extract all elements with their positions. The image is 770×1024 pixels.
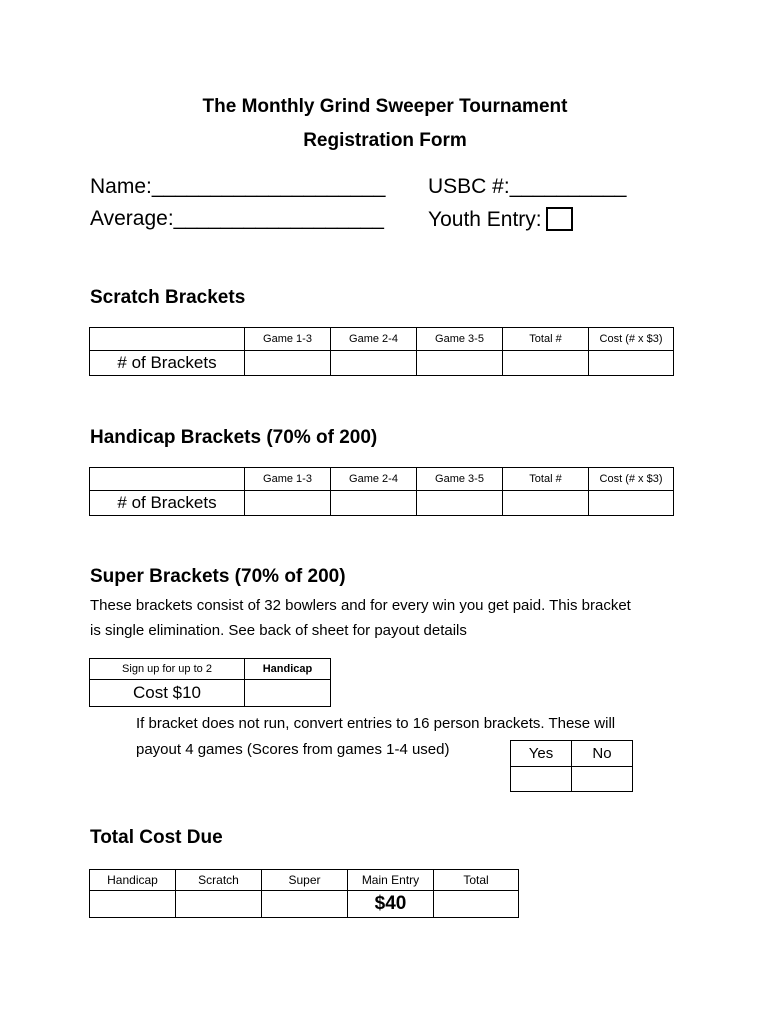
handicap-table <box>89 467 674 516</box>
column-header: Game 2-4 <box>331 328 417 351</box>
handicap-heading: Handicap Brackets (70% of 200) <box>90 427 378 448</box>
row-label: # of Brackets <box>90 351 245 376</box>
column-header: Game 1-3 <box>245 328 331 351</box>
input-cell[interactable] <box>331 491 417 516</box>
input-cell[interactable] <box>589 351 674 376</box>
input-cell[interactable] <box>176 891 262 918</box>
table-header-row <box>511 741 633 767</box>
yes-label: Yes <box>511 741 572 767</box>
convert-note-line-1: If bracket does not run, convert entries to 16 person brackets. These will <box>136 715 616 732</box>
table-row <box>511 767 633 792</box>
cost-label: Cost $10 <box>90 680 245 707</box>
column-header: Super <box>262 870 348 891</box>
table-row <box>90 891 519 918</box>
convert-note-line-2: payout 4 games (Scores from games 1-4 used) <box>136 741 450 758</box>
column-header: Game 1-3 <box>245 468 331 491</box>
form-title: The Monthly Grind Sweeper Tournament <box>202 96 568 117</box>
column-header: Handicap <box>90 870 176 891</box>
usbc-field[interactable]: USBC #:__________ <box>428 175 627 198</box>
input-cell[interactable] <box>589 491 674 516</box>
super-description-line-2: is single elimination. See back of sheet for payout details <box>90 622 467 639</box>
youth-entry-label: Youth Entry: <box>428 208 542 231</box>
youth-entry-field <box>428 207 573 232</box>
input-cell[interactable] <box>90 891 176 918</box>
input-cell[interactable] <box>417 351 503 376</box>
main-entry-value: $40 <box>348 891 434 918</box>
input-cell[interactable] <box>434 891 519 918</box>
empty-cell <box>90 328 245 351</box>
column-header: Game 3-5 <box>417 468 503 491</box>
super-signup-table <box>89 658 331 707</box>
input-cell[interactable] <box>245 491 331 516</box>
total-heading: Total Cost Due <box>90 827 223 848</box>
table-row <box>90 351 674 376</box>
input-cell[interactable] <box>262 891 348 918</box>
empty-cell <box>90 468 245 491</box>
yes-no-table <box>510 740 633 792</box>
column-header: Main Entry <box>348 870 434 891</box>
input-cell[interactable] <box>331 351 417 376</box>
scratch-heading: Scratch Brackets <box>90 287 246 308</box>
table-header-row <box>90 659 331 680</box>
yes-checkbox-cell[interactable] <box>511 767 572 792</box>
name-field[interactable]: Name:____________________ <box>90 175 386 198</box>
input-cell[interactable] <box>245 351 331 376</box>
table-header-row <box>90 328 674 351</box>
input-cell[interactable] <box>417 491 503 516</box>
column-header: Game 2-4 <box>331 468 417 491</box>
table-row <box>90 680 331 707</box>
scratch-table <box>89 327 674 376</box>
no-label: No <box>572 741 633 767</box>
youth-entry-checkbox[interactable] <box>546 207 573 231</box>
no-checkbox-cell[interactable] <box>572 767 633 792</box>
input-cell[interactable] <box>503 491 589 516</box>
column-header: Cost (# x $3) <box>589 328 674 351</box>
input-cell[interactable] <box>503 351 589 376</box>
super-description-line-1: These brackets consist of 32 bowlers and for every win you get paid. This bracket <box>90 597 631 614</box>
signup-label: Sign up for up to 2 <box>90 659 245 680</box>
table-header-row <box>90 870 519 891</box>
total-table <box>89 869 519 918</box>
input-cell[interactable] <box>245 680 331 707</box>
column-header: Cost (# x $3) <box>589 468 674 491</box>
row-label: # of Brackets <box>90 491 245 516</box>
column-header: Total # <box>503 328 589 351</box>
column-header: Game 3-5 <box>417 328 503 351</box>
super-heading: Super Brackets (70% of 200) <box>90 566 346 587</box>
column-header: Total <box>434 870 519 891</box>
form-subtitle: Registration Form <box>303 130 467 151</box>
average-field[interactable]: Average:__________________ <box>90 207 384 230</box>
table-row <box>90 491 674 516</box>
table-header-row <box>90 468 674 491</box>
column-header: Total # <box>503 468 589 491</box>
column-header: Scratch <box>176 870 262 891</box>
handicap-label: Handicap <box>245 659 331 680</box>
